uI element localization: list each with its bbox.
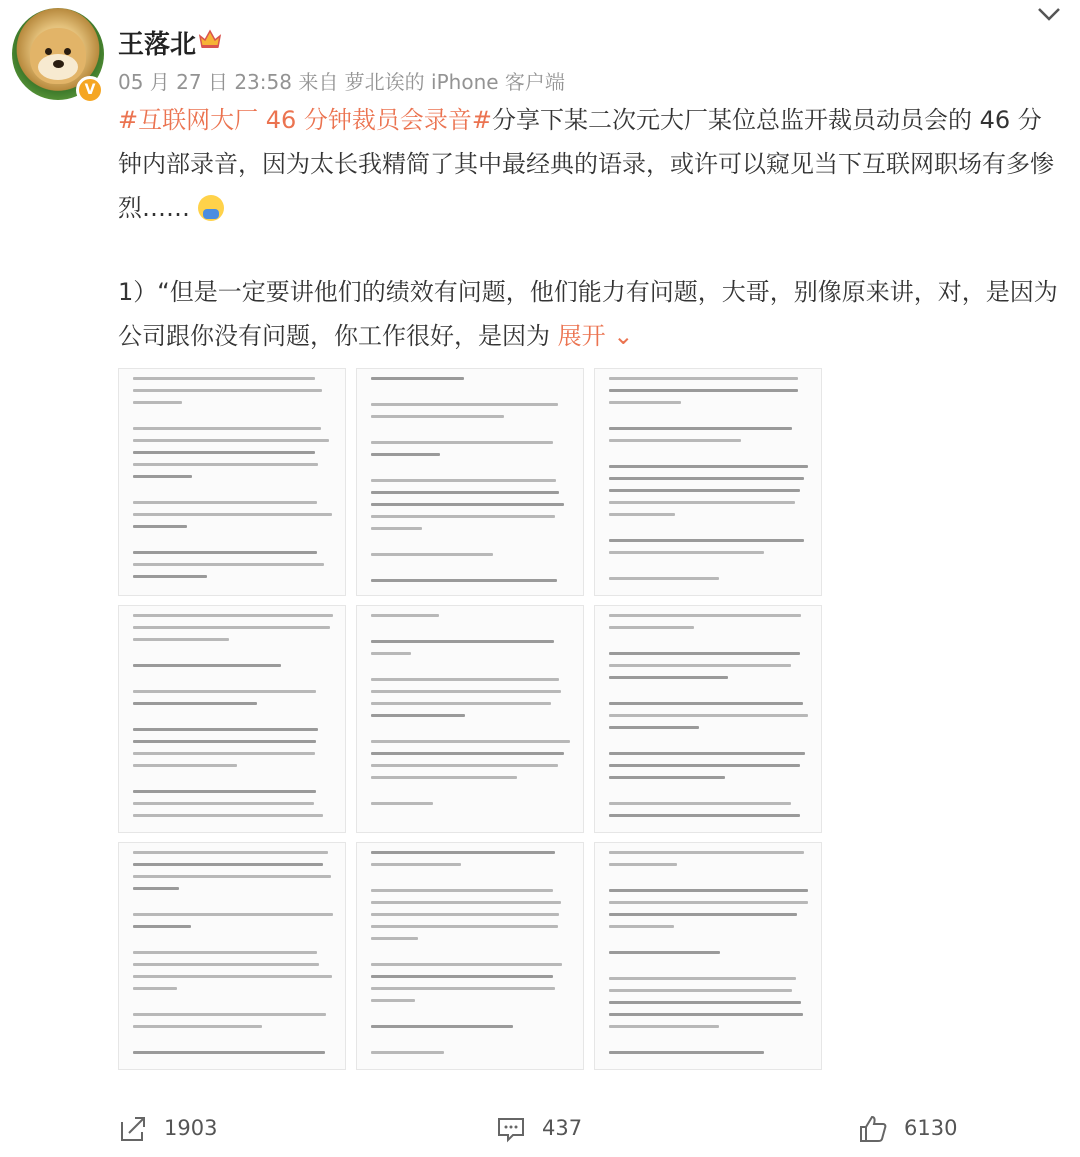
hashtag-link[interactable]: #互联网大厂 46 分钟裁员会录音#	[118, 106, 493, 134]
username[interactable]: 王落北	[118, 30, 197, 60]
like-count: 6130	[904, 1116, 958, 1140]
post-image-thumbnail[interactable]	[118, 842, 346, 1070]
dog-face-icon	[30, 28, 86, 84]
post-image-thumbnail[interactable]	[356, 842, 584, 1070]
comment-count: 437	[542, 1116, 583, 1140]
post-paragraph	[118, 270, 1062, 358]
post-header	[0, 0, 1080, 100]
image-grid	[118, 368, 822, 1070]
post-image-thumbnail[interactable]	[594, 605, 822, 833]
share-icon	[118, 1114, 148, 1144]
post-image-thumbnail[interactable]	[118, 605, 346, 833]
like-icon	[858, 1114, 888, 1144]
post-image-thumbnail[interactable]	[356, 368, 584, 596]
post-footer	[0, 1100, 1080, 1157]
post-body	[118, 98, 1062, 230]
post-image-thumbnail[interactable]	[594, 368, 822, 596]
post-source: 来自 萝北诶的 iPhone 客户端	[298, 70, 565, 94]
chevron-down-icon[interactable]	[1036, 4, 1062, 24]
quote-text: 1）“但是一定要讲他们的绩效有问题，他们能力有问题，大哥，别像原来讲，对，是因为公司跟你没有问题，你工作很好，是因为	[118, 278, 1058, 350]
post-meta	[118, 66, 565, 95]
verified-badge-icon: V	[76, 76, 104, 104]
post-image-thumbnail[interactable]	[356, 605, 584, 833]
post-text: 分享下某二次元大厂某位总监开裁员动员会的 46 分钟内部录音，因为太长我精简了其中最经典的语录，或许可以窥见当下互联网职场有多惨烈……	[118, 106, 1054, 222]
post-image-thumbnail[interactable]	[594, 842, 822, 1070]
comment-icon	[496, 1114, 526, 1144]
post-image-thumbnail[interactable]	[118, 368, 346, 596]
repost-count: 1903	[164, 1116, 218, 1140]
crown-icon	[198, 28, 222, 50]
emoji-icon	[198, 195, 224, 221]
expand-link[interactable]: 展开 ⌄	[557, 322, 634, 350]
post-date: 05 月 27 日 23:58	[118, 70, 292, 94]
